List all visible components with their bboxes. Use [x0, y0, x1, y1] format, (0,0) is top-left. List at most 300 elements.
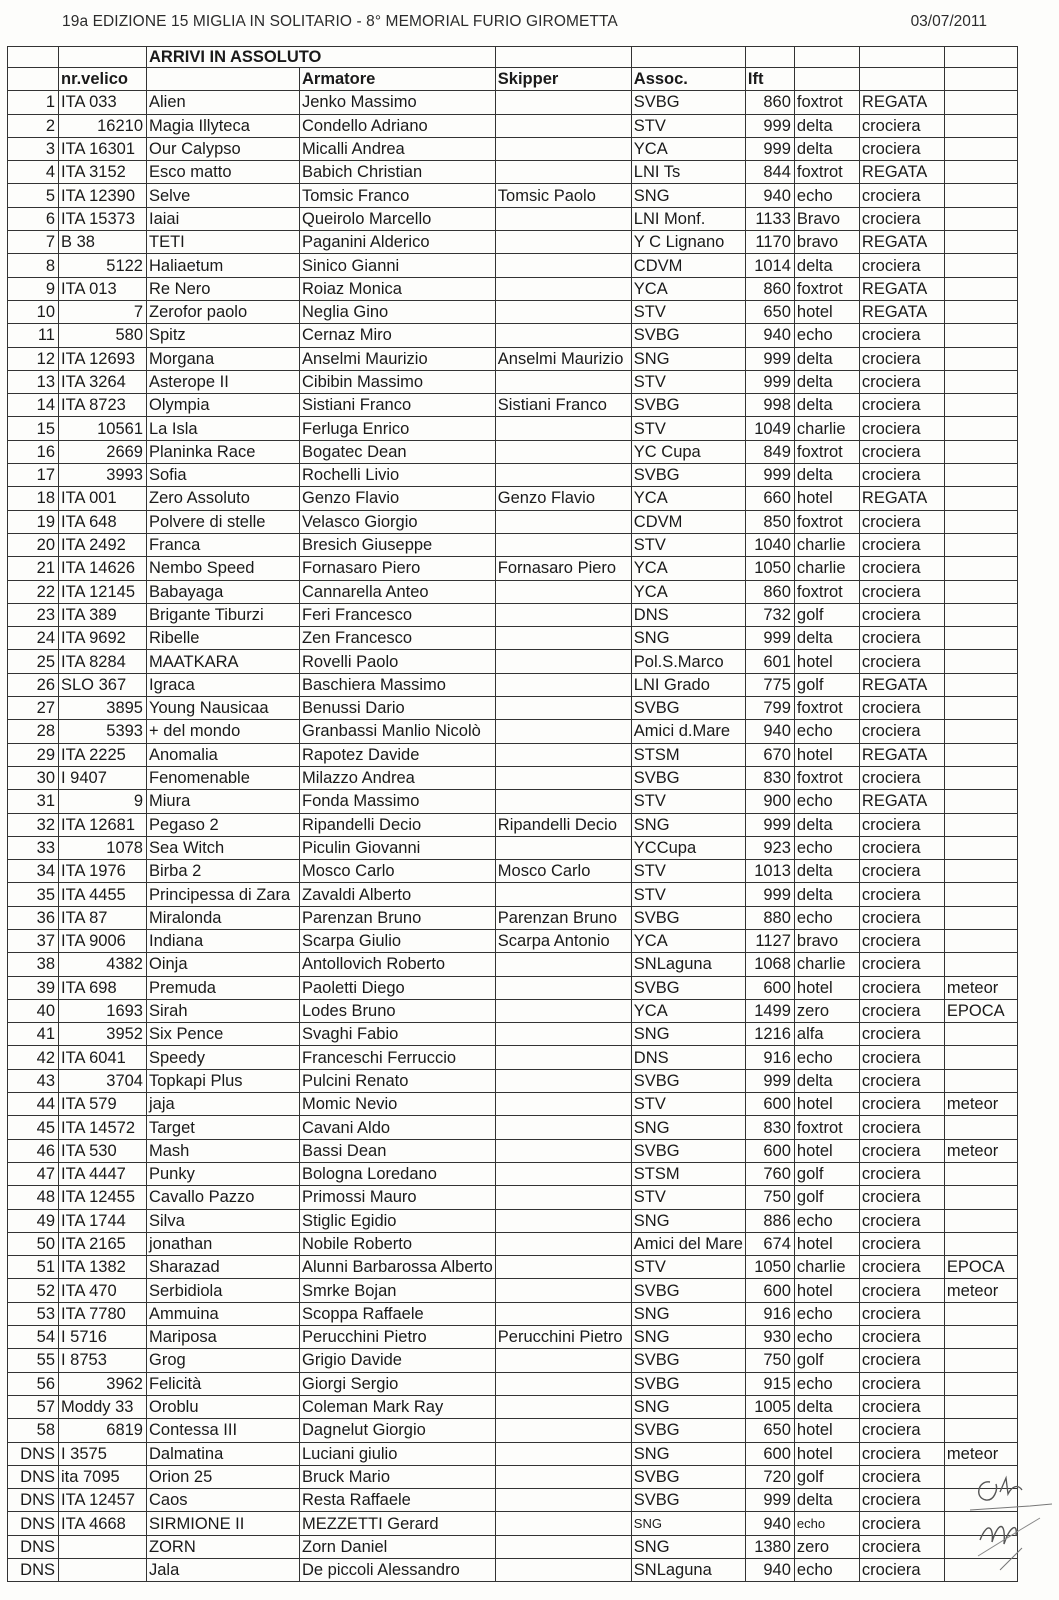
cell-position: 31 [8, 790, 59, 813]
cell-boat-name: La Isla [147, 417, 300, 440]
cell-boat-name: Selve [147, 184, 300, 207]
col-header-sail: nr.velico [59, 68, 147, 91]
cell-ift: 849 [745, 440, 794, 463]
cell-boat-name: Silva [147, 1209, 300, 1232]
cell-owner: Svaghi Fabio [300, 1023, 496, 1046]
cell-note [944, 836, 1017, 859]
table-row [8, 883, 1018, 906]
cell-type: REGATA [859, 673, 944, 696]
cell-skipper [495, 883, 631, 906]
cell-type: crociera [859, 1419, 944, 1442]
cell-ift: 916 [745, 1046, 794, 1069]
cell-position: 43 [8, 1069, 59, 1092]
cell-owner: Milazzo Andrea [300, 766, 496, 789]
cell-class: charlie [794, 417, 859, 440]
cell-type: crociera [859, 999, 944, 1022]
cell-skipper [495, 1535, 631, 1558]
cell-type: crociera [859, 1559, 944, 1582]
cell-type: crociera [859, 1279, 944, 1302]
cell-position: 19 [8, 510, 59, 533]
cell-owner: Perucchini Pietro [300, 1326, 496, 1349]
cell-type: crociera [859, 906, 944, 929]
cell-note [944, 603, 1017, 626]
cell-type: crociera [859, 207, 944, 230]
cell-owner: Zavaldi Alberto [300, 883, 496, 906]
cell-sail-number: ITA 2492 [59, 533, 147, 556]
cell-position: 21 [8, 557, 59, 580]
cell-type: crociera [859, 1535, 944, 1558]
cell-ift: 760 [745, 1162, 794, 1185]
cell-sail-number: ITA 1744 [59, 1209, 147, 1232]
cell-position: 40 [8, 999, 59, 1022]
cell-sail-number: ITA 9006 [59, 929, 147, 952]
cell-position: 11 [8, 324, 59, 347]
cell-position: DNS [8, 1489, 59, 1512]
table-row [8, 1559, 1018, 1582]
cell-owner: Micalli Andrea [300, 137, 496, 160]
cell-ift: 1005 [745, 1395, 794, 1418]
cell-note [944, 1186, 1017, 1209]
cell-position: 12 [8, 347, 59, 370]
cell-boat-name: Target [147, 1116, 300, 1139]
table-row [8, 161, 1018, 184]
cell-note [944, 417, 1017, 440]
cell-owner: Cernaz Miro [300, 324, 496, 347]
cell-association: SNG [631, 1535, 745, 1558]
cell-type: crociera [859, 976, 944, 999]
cell-association: STV [631, 370, 745, 393]
table-row [8, 1093, 1018, 1116]
cell-ift: 916 [745, 1302, 794, 1325]
cell-boat-name: Zero Assoluto [147, 487, 300, 510]
cell-note [944, 1372, 1017, 1395]
table-row [8, 697, 1018, 720]
cell-owner: Zorn Daniel [300, 1535, 496, 1558]
cell-skipper [495, 1023, 631, 1046]
cell-ift: 860 [745, 580, 794, 603]
cell-skipper [495, 440, 631, 463]
cell-position: 36 [8, 906, 59, 929]
column-header-row [8, 68, 1018, 91]
cell-type: crociera [859, 557, 944, 580]
table-row [8, 1139, 1018, 1162]
cell-position: 51 [8, 1256, 59, 1279]
cell-sail-number: 3962 [59, 1372, 147, 1395]
cell-class: foxtrot [794, 766, 859, 789]
cell-type: crociera [859, 533, 944, 556]
cell-association: STV [631, 1186, 745, 1209]
cell-position: 10 [8, 300, 59, 323]
cell-owner: Smrke Bojan [300, 1279, 496, 1302]
cell-position: 55 [8, 1349, 59, 1372]
cell-ift: 999 [745, 464, 794, 487]
cell-ift: 940 [745, 324, 794, 347]
cell-position: 35 [8, 883, 59, 906]
cell-owner: Cavani Aldo [300, 1116, 496, 1139]
cell-note [944, 487, 1017, 510]
cell-note: meteor [944, 1093, 1017, 1116]
cell-sail-number: 4382 [59, 953, 147, 976]
cell-type: crociera [859, 1093, 944, 1116]
cell-owner: Luciani giulio [300, 1442, 496, 1465]
cell-note [944, 1162, 1017, 1185]
cell-sail-number: I 5716 [59, 1326, 147, 1349]
cell-association: LNI Monf. [631, 207, 745, 230]
cell-skipper [495, 1046, 631, 1069]
cell-sail-number: 6819 [59, 1419, 147, 1442]
cell-class: golf [794, 1186, 859, 1209]
cell-skipper [495, 207, 631, 230]
cell-sail-number: ITA 9692 [59, 627, 147, 650]
cell-boat-name: Brigante Tiburzi [147, 603, 300, 626]
cell-ift: 600 [745, 1279, 794, 1302]
cell-owner: Franceschi Ferruccio [300, 1046, 496, 1069]
cell-class: delta [794, 1395, 859, 1418]
cell-class: foxtrot [794, 91, 859, 114]
cell-skipper [495, 953, 631, 976]
cell-sail-number: ITA 4668 [59, 1512, 147, 1535]
cell-sail-number: 16210 [59, 114, 147, 137]
cell-type: crociera [859, 440, 944, 463]
cell-type: REGATA [859, 91, 944, 114]
cell-association: YCA [631, 557, 745, 580]
cell-sail-number: 5122 [59, 254, 147, 277]
cell-class: bravo [794, 929, 859, 952]
cell-position: 38 [8, 953, 59, 976]
table-row [8, 1279, 1018, 1302]
cell-owner: Tomsic Franco [300, 184, 496, 207]
cell-class: golf [794, 1162, 859, 1185]
cell-ift: 1216 [745, 1023, 794, 1046]
cell-owner: Parenzan Bruno [300, 906, 496, 929]
cell-note [944, 766, 1017, 789]
cell-position: 45 [8, 1116, 59, 1139]
cell-sail-number: ITA 12693 [59, 347, 147, 370]
cell-sail-number: ITA 1976 [59, 860, 147, 883]
results-table [7, 46, 1018, 1582]
cell-position: DNS [8, 1512, 59, 1535]
cell-class: delta [794, 883, 859, 906]
cell-type: crociera [859, 580, 944, 603]
cell-boat-name: Felicità [147, 1372, 300, 1395]
cell-class: charlie [794, 557, 859, 580]
cell-boat-name: Iaiai [147, 207, 300, 230]
cell-note [944, 906, 1017, 929]
cell-skipper [495, 1139, 631, 1162]
cell-sail-number: ITA 4447 [59, 1162, 147, 1185]
cell-owner: Condello Adriano [300, 114, 496, 137]
cell-boat-name: Oroblu [147, 1395, 300, 1418]
cell-boat-name: jonathan [147, 1232, 300, 1255]
cell-ift: 999 [745, 370, 794, 393]
cell-association: DNS [631, 1046, 745, 1069]
cell-ift: 900 [745, 790, 794, 813]
cell-class: charlie [794, 533, 859, 556]
cell-position: 52 [8, 1279, 59, 1302]
cell-skipper [495, 1279, 631, 1302]
cell-sail-number: ITA 14626 [59, 557, 147, 580]
table-row [8, 324, 1018, 347]
cell-owner: Paoletti Diego [300, 976, 496, 999]
cell-owner: Ripandelli Decio [300, 813, 496, 836]
cell-owner: Bologna Loredano [300, 1162, 496, 1185]
cell-owner: Dagnelut Giorgio [300, 1419, 496, 1442]
cell-position: 9 [8, 277, 59, 300]
cell-association: SNG [631, 627, 745, 650]
cell-class: foxtrot [794, 1116, 859, 1139]
cell-association: YCA [631, 999, 745, 1022]
cell-boat-name: Magia Illyteca [147, 114, 300, 137]
cell-sail-number: ITA 6041 [59, 1046, 147, 1069]
cell-sail-number [59, 1559, 147, 1582]
cell-skipper [495, 650, 631, 673]
cell-type: REGATA [859, 161, 944, 184]
cell-sail-number: I 9407 [59, 766, 147, 789]
cell-owner: Cibibin Massimo [300, 370, 496, 393]
cell-owner: Ferluga Enrico [300, 417, 496, 440]
cell-class: hotel [794, 1139, 859, 1162]
cell-skipper [495, 603, 631, 626]
cell-sail-number: ITA 698 [59, 976, 147, 999]
cell-skipper: Mosco Carlo [495, 860, 631, 883]
cell-ift: 799 [745, 697, 794, 720]
cell-owner: Cannarella Anteo [300, 580, 496, 603]
cell-association: STV [631, 114, 745, 137]
cell-association: YCA [631, 137, 745, 160]
table-row [8, 1326, 1018, 1349]
table-row [8, 836, 1018, 859]
cell-position: 44 [8, 1093, 59, 1116]
cell-sail-number: ITA 579 [59, 1093, 147, 1116]
cell-association: YCA [631, 487, 745, 510]
cell-boat-name: Anomalia [147, 743, 300, 766]
cell-owner: Bassi Dean [300, 1139, 496, 1162]
cell-boat-name: + del mondo [147, 720, 300, 743]
cell-association: STV [631, 1256, 745, 1279]
cell-boat-name: Haliaetum [147, 254, 300, 277]
cell-owner: Babich Christian [300, 161, 496, 184]
cell-association: STV [631, 300, 745, 323]
cell-class: delta [794, 114, 859, 137]
cell-note [944, 137, 1017, 160]
table-row [8, 1162, 1018, 1185]
cell-position: 26 [8, 673, 59, 696]
cell-ift: 940 [745, 184, 794, 207]
cell-boat-name: Ammuina [147, 1302, 300, 1325]
cell-boat-name: Six Pence [147, 1023, 300, 1046]
table-row [8, 1419, 1018, 1442]
cell-type: crociera [859, 1395, 944, 1418]
cell-type: crociera [859, 1326, 944, 1349]
cell-sail-number: I 3575 [59, 1442, 147, 1465]
cell-class: hotel [794, 487, 859, 510]
cell-association: STV [631, 417, 745, 440]
cell-boat-name: Mariposa [147, 1326, 300, 1349]
cell-class: delta [794, 813, 859, 836]
cell-boat-name: Alien [147, 91, 300, 114]
cell-type: crociera [859, 1442, 944, 1465]
cell-association: SNG [631, 813, 745, 836]
cell-position: 18 [8, 487, 59, 510]
cell-position: 41 [8, 1023, 59, 1046]
cell-sail-number [59, 1535, 147, 1558]
cell-class: hotel [794, 1419, 859, 1442]
event-title: 19a EDIZIONE 15 MIGLIA IN SOLITARIO - 8° MEMORIAL FURIO GIROMETTA [62, 13, 618, 30]
cell-association: Pol.S.Marco [631, 650, 745, 673]
cell-association: SNG [631, 1395, 745, 1418]
cell-owner: Bresich Giuseppe [300, 533, 496, 556]
table-row [8, 1116, 1018, 1139]
cell-type: REGATA [859, 487, 944, 510]
cell-class: delta [794, 1069, 859, 1092]
cell-owner: Bogatec Dean [300, 440, 496, 463]
table-row [8, 184, 1018, 207]
cell-ift: 999 [745, 1069, 794, 1092]
cell-skipper [495, 1372, 631, 1395]
table-row [8, 1512, 1018, 1535]
cell-association: SVBG [631, 906, 745, 929]
cell-ift: 1050 [745, 557, 794, 580]
cell-sail-number: 2669 [59, 440, 147, 463]
cell-position: DNS [8, 1535, 59, 1558]
cell-skipper [495, 91, 631, 114]
cell-note [944, 673, 1017, 696]
table-row [8, 603, 1018, 626]
table-row [8, 906, 1018, 929]
cell-association: SVBG [631, 394, 745, 417]
cell-type: crociera [859, 1349, 944, 1372]
cell-owner: Grigio Davide [300, 1349, 496, 1372]
col-header-ift: Ift [745, 68, 794, 91]
cell-note: meteor [944, 976, 1017, 999]
cell-boat-name: Sharazad [147, 1256, 300, 1279]
table-row [8, 999, 1018, 1022]
cell-boat-name: Cavallo Pazzo [147, 1186, 300, 1209]
cell-note [944, 1069, 1017, 1092]
cell-position: 14 [8, 394, 59, 417]
cell-note [944, 184, 1017, 207]
cell-association: YC Cupa [631, 440, 745, 463]
cell-type: crociera [859, 347, 944, 370]
cell-skipper [495, 673, 631, 696]
cell-note [944, 790, 1017, 813]
cell-class: golf [794, 1465, 859, 1488]
cell-skipper [495, 766, 631, 789]
cell-class: hotel [794, 976, 859, 999]
cell-skipper: Sistiani Franco [495, 394, 631, 417]
cell-association: LNI Ts [631, 161, 745, 184]
table-row [8, 254, 1018, 277]
cell-owner: Genzo Flavio [300, 487, 496, 510]
cell-association: SVBG [631, 1349, 745, 1372]
cell-skipper [495, 697, 631, 720]
cell-association: SVBG [631, 1489, 745, 1512]
cell-boat-name: Asterope II [147, 370, 300, 393]
cell-skipper [495, 976, 631, 999]
cell-boat-name: Miura [147, 790, 300, 813]
cell-ift: 1380 [745, 1535, 794, 1558]
cell-class: delta [794, 627, 859, 650]
cell-note [944, 883, 1017, 906]
table-row [8, 1023, 1018, 1046]
cell-ift: 940 [745, 1559, 794, 1582]
cell-ift: 860 [745, 91, 794, 114]
cell-association: SNG [631, 1512, 745, 1535]
cell-ift: 999 [745, 1489, 794, 1512]
cell-class: delta [794, 254, 859, 277]
cell-type: crociera [859, 720, 944, 743]
cell-position: 29 [8, 743, 59, 766]
table-row [8, 580, 1018, 603]
cell-type: crociera [859, 464, 944, 487]
cell-ift: 999 [745, 883, 794, 906]
cell-note [944, 650, 1017, 673]
table-row [8, 370, 1018, 393]
cell-sail-number: ITA 1382 [59, 1256, 147, 1279]
cell-position: 28 [8, 720, 59, 743]
cell-boat-name: MAATKARA [147, 650, 300, 673]
table-row [8, 1209, 1018, 1232]
cell-association: SVBG [631, 1139, 745, 1162]
cell-position: 15 [8, 417, 59, 440]
cell-type: crociera [859, 510, 944, 533]
cell-ift: 1068 [745, 953, 794, 976]
cell-type: crociera [859, 1139, 944, 1162]
cell-type: crociera [859, 1046, 944, 1069]
cell-class: delta [794, 347, 859, 370]
cell-class: echo [794, 720, 859, 743]
table-row [8, 1395, 1018, 1418]
table-row [8, 1372, 1018, 1395]
table-row [8, 1256, 1018, 1279]
cell-note [944, 1232, 1017, 1255]
cell-class: charlie [794, 1256, 859, 1279]
cell-owner: Primossi Mauro [300, 1186, 496, 1209]
cell-owner: Fonda Massimo [300, 790, 496, 813]
cell-class: echo [794, 1209, 859, 1232]
cell-note [944, 1023, 1017, 1046]
cell-position: 37 [8, 929, 59, 952]
table-row [8, 976, 1018, 999]
cell-ift: 674 [745, 1232, 794, 1255]
cell-ift: 1040 [745, 533, 794, 556]
cell-ift: 923 [745, 836, 794, 859]
cell-class: alfa [794, 1023, 859, 1046]
cell-class: delta [794, 860, 859, 883]
cell-class: foxtrot [794, 277, 859, 300]
cell-type: REGATA [859, 277, 944, 300]
cell-note [944, 161, 1017, 184]
cell-position: 50 [8, 1232, 59, 1255]
cell-type: crociera [859, 1512, 944, 1535]
cell-skipper [495, 1442, 631, 1465]
cell-sail-number: ITA 648 [59, 510, 147, 533]
cell-type: crociera [859, 324, 944, 347]
cell-type: crociera [859, 417, 944, 440]
cell-position: 1 [8, 91, 59, 114]
table-row [8, 440, 1018, 463]
cell-ift: 830 [745, 1116, 794, 1139]
cell-class: delta [794, 137, 859, 160]
cell-owner: Rovelli Paolo [300, 650, 496, 673]
cell-class: hotel [794, 300, 859, 323]
cell-ift: 750 [745, 1349, 794, 1372]
cell-skipper [495, 464, 631, 487]
cell-type: crociera [859, 1372, 944, 1395]
cell-position: 47 [8, 1162, 59, 1185]
cell-sail-number: ITA 15373 [59, 207, 147, 230]
cell-position: 22 [8, 580, 59, 603]
